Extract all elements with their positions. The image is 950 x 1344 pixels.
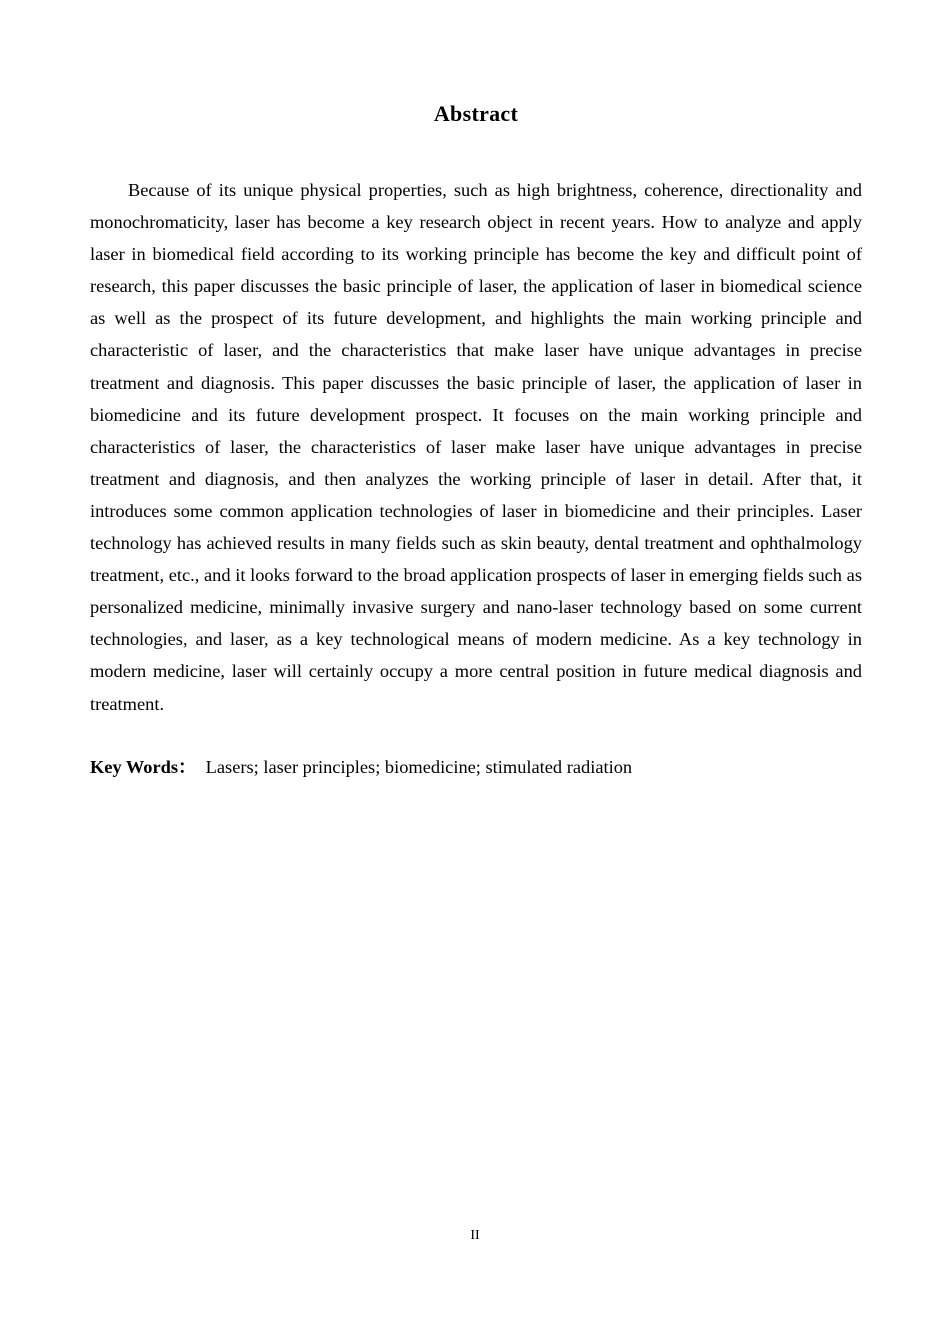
page-title: Abstract <box>433 101 519 126</box>
keywords-line <box>90 720 862 783</box>
keywords-values: Lasers; laser principles; biomedicine; stimulated radiation <box>205 756 633 777</box>
page-number: II <box>470 1228 480 1243</box>
keywords-label: Key Words <box>90 756 179 777</box>
abstract-paragraph: Because of its unique physical properties, such as high brightness, coherence, directionality and monochromaticity, laser has become a key research object in recent years. How to analyze and apply laser in biomedical field according to its working principle has become the key and difficult point of research, this paper discusses the basic principle of laser, the application of laser in biomedical science as well as the prospect of its future development, and highlights the main working principle and characteristic of laser, and the characteristics that make laser have unique advantages in precise treatment and diagnosis. This paper discusses the basic principle of laser, the application of laser in biomedicine and its future development prospect. It focuses on the main working principle and characteristics of laser, the characteristics of laser make laser have unique advantages in precise treatment and diagnosis, and then analyzes the working principle of laser in detail. After that, it introduces some common application technologies of laser in biomedicine and their principles. Laser technology has achieved results in many fields such as skin beauty, dental treatment and ophthalmology treatment, etc., and it looks forward to the broad application prospects of laser in emerging fields such as personalized medicine, minimally invasive surgery and nano-laser technology based on some current technologies, and laser, as a key technological means of modern medicine. As a key technology in modern medicine, laser will certainly occupy a more central position in future medical diagnosis and treatment. <box>90 180 862 714</box>
keywords-separator: ： <box>178 756 197 777</box>
page-content <box>90 0 862 783</box>
